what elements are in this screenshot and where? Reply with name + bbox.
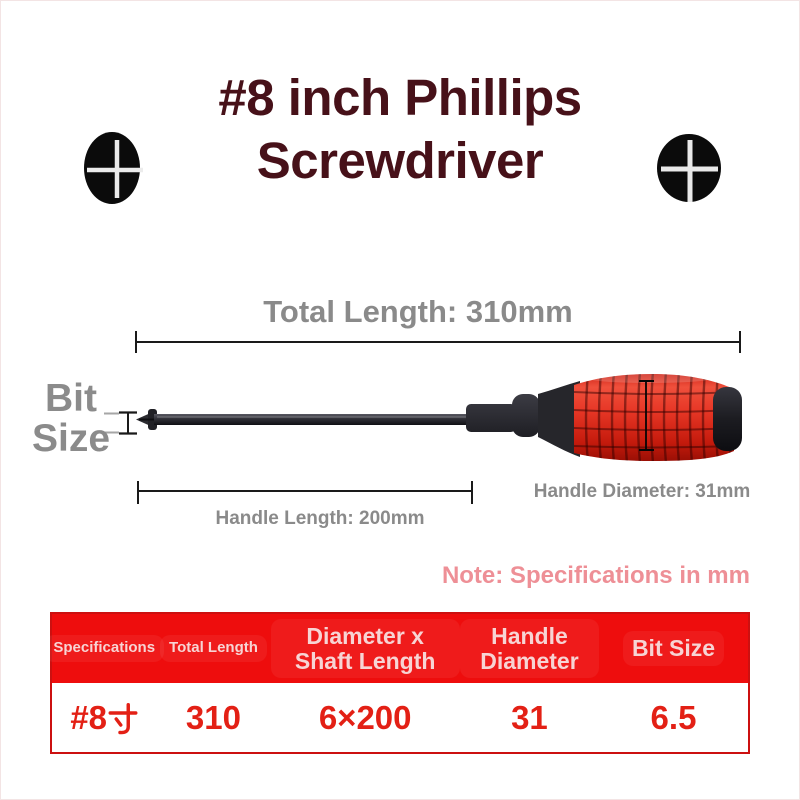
screwdriver-illustration [136, 372, 742, 463]
screwdriver-collar [466, 381, 580, 457]
bit-size-label-line-1: Bit [45, 377, 97, 420]
title-line-2: Screwdriver [256, 132, 544, 189]
header-cell-total-length: Total Length [156, 614, 270, 683]
bit-size-label [18, 379, 124, 459]
bit-size-label-line-2: Size [31, 417, 111, 460]
total-length-label: Total Length: 310mm [263, 294, 573, 329]
header-cell-diameter-shaft-length: Diameter x Shaft Length [271, 614, 460, 683]
handle-diameter-label: Handle Diameter: 31mm [533, 481, 751, 502]
handle-length-dimension-line [138, 481, 472, 504]
spec-value-prefix: #8 [70, 698, 108, 736]
screwdriver-tip [136, 409, 157, 430]
cun-character-glyph [108, 702, 138, 736]
value-cell-total-length: 310 [185, 698, 241, 736]
header-cell-bit-size: Bit Size [599, 614, 748, 683]
value-cell-bit-size: 6.5 [650, 698, 697, 736]
handle-length-label: Handle Length: 200mm [215, 508, 425, 529]
handle-diameter-dimension-line [639, 381, 654, 450]
table-value-row [52, 683, 748, 752]
spec-table [50, 612, 750, 754]
value-cell-spec [52, 683, 156, 752]
page-title [0, 66, 800, 192]
header-cell-specifications: Specifications [52, 614, 156, 683]
screwdriver-shaft [154, 414, 468, 425]
title-line-1: #8 inch Phillips [218, 69, 582, 126]
units-note: Note: Specifications in mm [441, 562, 750, 589]
total-length-dimension-line [136, 331, 740, 353]
screwdriver-grip [574, 372, 734, 463]
header-cell-handle-diameter: Handle Diameter [460, 614, 599, 683]
value-cell-diameter-shaft: 6×200 [318, 698, 412, 736]
table-header-row [52, 614, 748, 683]
screwdriver-end-cap [713, 387, 742, 451]
value-cell-handle-diameter: 31 [511, 698, 548, 736]
